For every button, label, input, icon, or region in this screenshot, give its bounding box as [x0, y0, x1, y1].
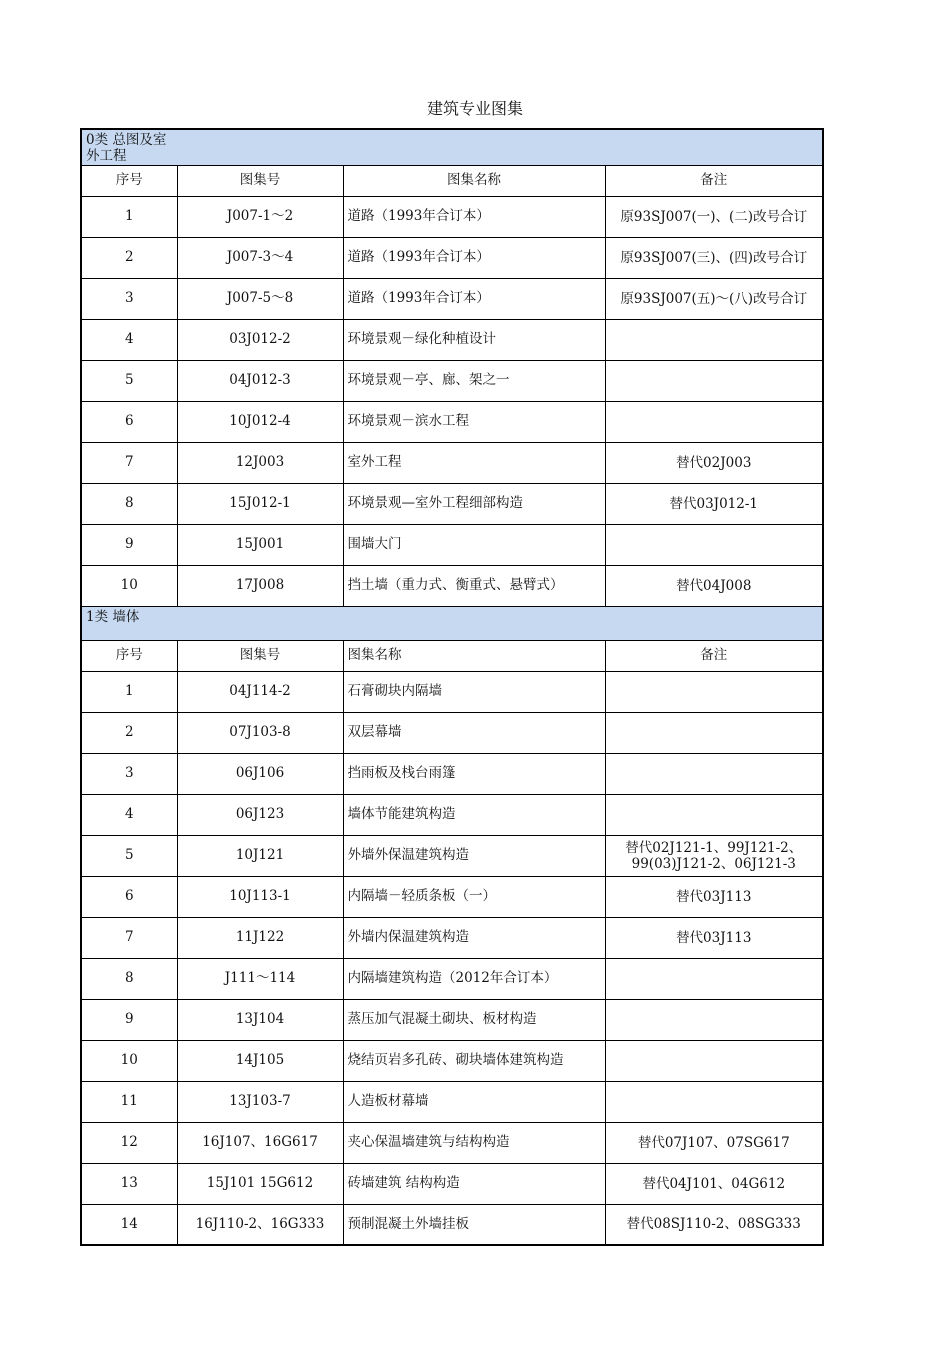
atlas-table: [80, 128, 824, 1246]
section-header-cell: [81, 606, 823, 640]
cell-note: [605, 958, 823, 999]
cell-note: [605, 712, 823, 753]
cell-name: 道路（1993年合订本）: [343, 278, 605, 319]
cell-note: [605, 917, 823, 958]
cell-code: J007-5～8: [177, 278, 343, 319]
cell-seq: 12: [81, 1122, 177, 1163]
cell-code: J007-1～2: [177, 196, 343, 237]
cell-note: [605, 1204, 823, 1245]
table-row: [81, 524, 823, 565]
cell-seq: 8: [81, 958, 177, 999]
cell-code: 17J008: [177, 565, 343, 606]
cell-code: 16J110-2、16G333: [177, 1204, 343, 1245]
column-header-note: 备注: [605, 640, 823, 671]
cell-seq: 1: [81, 196, 177, 237]
section-header: [81, 606, 823, 640]
cell-name: 道路（1993年合订本）: [343, 196, 605, 237]
column-header-code: 图集号: [177, 165, 343, 196]
cell-seq: 5: [81, 360, 177, 401]
column-header-name: 图集名称: [343, 165, 605, 196]
table-row: [81, 196, 823, 237]
cell-seq: 6: [81, 876, 177, 917]
note-text: 替代02J003: [676, 454, 752, 471]
table-row: [81, 794, 823, 835]
cell-code: 10J121: [177, 835, 343, 876]
cell-seq: 3: [81, 278, 177, 319]
cell-note: [605, 237, 823, 278]
note-text: 原93SJ007(五)～(八)改号合订: [620, 290, 808, 307]
cell-name: 双层幕墙: [343, 712, 605, 753]
table-row: [81, 483, 823, 524]
table-row: [81, 1040, 823, 1081]
column-header-note: 备注: [605, 165, 823, 196]
cell-code: 03J012-2: [177, 319, 343, 360]
table-row: [81, 237, 823, 278]
cell-name: 围墙大门: [343, 524, 605, 565]
cell-seq: 11: [81, 1081, 177, 1122]
cell-note: [605, 876, 823, 917]
table-row: [81, 671, 823, 712]
section-header-cell: [81, 129, 823, 165]
cell-code: J007-3～4: [177, 237, 343, 278]
table-row: [81, 565, 823, 606]
cell-note: [605, 565, 823, 606]
note-text: 原93SJ007(三)、(四)改号合订: [620, 249, 808, 266]
cell-seq: 3: [81, 753, 177, 794]
cell-seq: 7: [81, 917, 177, 958]
cell-note: [605, 442, 823, 483]
cell-seq: 14: [81, 1204, 177, 1245]
table-row: [81, 753, 823, 794]
cell-name: 环境景观－亭、廊、架之一: [343, 360, 605, 401]
table-row: [81, 712, 823, 753]
cell-name: 环境景观—室外工程细部构造: [343, 483, 605, 524]
cell-name: 烧结页岩多孔砖、砌块墙体建筑构造: [343, 1040, 605, 1081]
cell-name: 墙体节能建筑构造: [343, 794, 605, 835]
cell-seq: 8: [81, 483, 177, 524]
cell-name: 内隔墙－轻质条板（一）: [343, 876, 605, 917]
cell-note: [605, 835, 823, 876]
note-text: 替代03J113: [676, 888, 752, 905]
cell-note: [605, 1040, 823, 1081]
cell-code: 12J003: [177, 442, 343, 483]
cell-code: 06J106: [177, 753, 343, 794]
cell-code: 10J012-4: [177, 401, 343, 442]
table-row: [81, 876, 823, 917]
cell-note: [605, 196, 823, 237]
cell-name: 环境景观－绿化种植设计: [343, 319, 605, 360]
cell-code: 10J113-1: [177, 876, 343, 917]
column-header-seq: 序号: [81, 165, 177, 196]
note-text: 替代04J101、04G612: [642, 1175, 786, 1192]
section-label: 1类 墙体: [86, 608, 140, 625]
cell-note: [605, 401, 823, 442]
table-row: [81, 1081, 823, 1122]
cell-name: 夹心保温墙建筑与结构构造: [343, 1122, 605, 1163]
table-row: [81, 360, 823, 401]
cell-name: 挡土墙（重力式、衡重式、悬臂式）: [343, 565, 605, 606]
note-text: 替代04J008: [676, 577, 752, 594]
page-title: 建筑专业图集: [426, 99, 523, 118]
cell-code: 04J012-3: [177, 360, 343, 401]
cell-name: 蒸压加气混凝土砌块、板材构造: [343, 999, 605, 1040]
cell-seq: 9: [81, 999, 177, 1040]
note-text: 替代03J012-1: [669, 495, 758, 512]
cell-name: 外墙外保温建筑构造: [343, 835, 605, 876]
cell-name: 人造板材幕墙: [343, 1081, 605, 1122]
cell-seq: 5: [81, 835, 177, 876]
cell-note: [605, 1163, 823, 1204]
cell-note: [605, 794, 823, 835]
cell-note: [605, 753, 823, 794]
cell-code: 15J101 15G612: [177, 1163, 343, 1204]
cell-note: [605, 999, 823, 1040]
cell-name: 室外工程: [343, 442, 605, 483]
cell-name: 石膏砌块内隔墙: [343, 671, 605, 712]
table-row: [81, 278, 823, 319]
note-text: 替代03J113: [676, 929, 752, 946]
column-header-row: [81, 165, 823, 196]
cell-note: [605, 360, 823, 401]
cell-note: [605, 671, 823, 712]
cell-code: 13J103-7: [177, 1081, 343, 1122]
cell-note: [605, 1081, 823, 1122]
cell-seq: 1: [81, 671, 177, 712]
cell-code: 13J104: [177, 999, 343, 1040]
table-row: [81, 958, 823, 999]
cell-seq: 10: [81, 565, 177, 606]
table-row: [81, 319, 823, 360]
cell-seq: 9: [81, 524, 177, 565]
cell-seq: 7: [81, 442, 177, 483]
cell-seq: 4: [81, 794, 177, 835]
cell-note: [605, 1122, 823, 1163]
note-text: 替代07J107、07SG617: [637, 1134, 790, 1151]
cell-code: 11J122: [177, 917, 343, 958]
column-header-code: 图集号: [177, 640, 343, 671]
cell-code: 07J103-8: [177, 712, 343, 753]
cell-seq: 13: [81, 1163, 177, 1204]
cell-note: [605, 483, 823, 524]
note-text: 原93SJ007(一)、(二)改号合订: [620, 208, 808, 225]
table-row: [81, 999, 823, 1040]
cell-name: 道路（1993年合订本）: [343, 237, 605, 278]
cell-name: 预制混凝土外墙挂板: [343, 1204, 605, 1245]
cell-seq: 4: [81, 319, 177, 360]
table-row: [81, 1122, 823, 1163]
column-header-seq: 序号: [81, 640, 177, 671]
cell-name: 外墙内保温建筑构造: [343, 917, 605, 958]
table-row: [81, 917, 823, 958]
table-row: [81, 401, 823, 442]
cell-code: 14J105: [177, 1040, 343, 1081]
cell-seq: 10: [81, 1040, 177, 1081]
cell-name: 内隔墙建筑构造（2012年合订本）: [343, 958, 605, 999]
section-header: [81, 129, 823, 165]
cell-code: 16J107、16G617: [177, 1122, 343, 1163]
column-header-row: [81, 640, 823, 671]
section-label: 0类 总图及室外工程: [86, 132, 167, 164]
cell-name: 环境景观－滨水工程: [343, 401, 605, 442]
cell-code: 15J001: [177, 524, 343, 565]
cell-seq: 6: [81, 401, 177, 442]
cell-note: [605, 278, 823, 319]
table-row: [81, 442, 823, 483]
table-row: [81, 1204, 823, 1245]
cell-code: 04J114-2: [177, 671, 343, 712]
cell-seq: 2: [81, 237, 177, 278]
table-row: [81, 1163, 823, 1204]
cell-code: J111～114: [177, 958, 343, 999]
atlas-table-body: [81, 129, 823, 1245]
table-row: [81, 835, 823, 876]
cell-note: [605, 319, 823, 360]
note-text: 替代08SJ110-2、08SG333: [626, 1216, 801, 1233]
column-header-name: 图集名称: [343, 640, 605, 671]
note-text: 替代02J121-1、99J121-2、99(03)J121-2、06J121-3: [625, 839, 803, 872]
cell-code: 06J123: [177, 794, 343, 835]
cell-seq: 2: [81, 712, 177, 753]
cell-code: 15J012-1: [177, 483, 343, 524]
cell-name: 砖墙建筑 结构构造: [343, 1163, 605, 1204]
cell-name: 挡雨板及栈台雨篷: [343, 753, 605, 794]
cell-note: [605, 524, 823, 565]
